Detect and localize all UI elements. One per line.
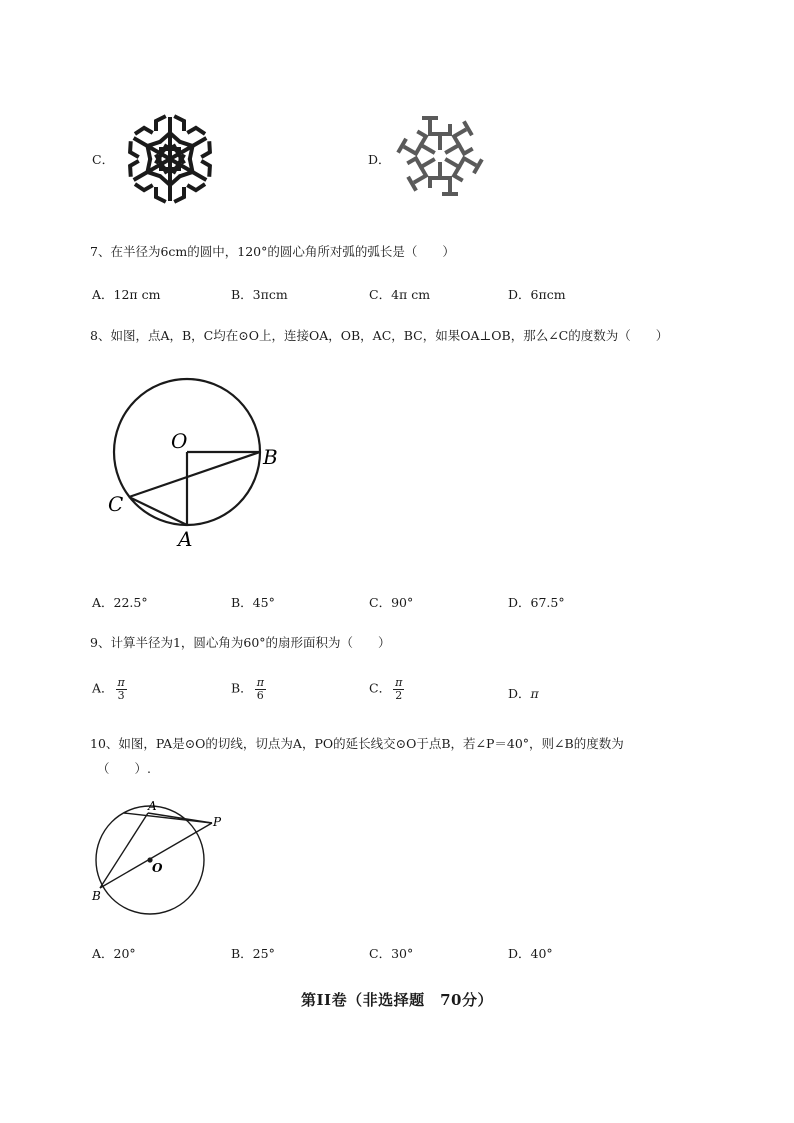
section-title: 第II卷（非选择题 70分） <box>301 991 493 1009</box>
q10-option-a: A．20° <box>92 946 136 961</box>
q8-stem: 8、如图，点A，B，C均在⊙O上，连接OA，OB，AC，BC，如果OA⊥OB，那么∠C的度数为（ ） <box>90 328 669 343</box>
q10-label-o: O <box>152 861 163 875</box>
q10-label-a: A <box>148 799 157 813</box>
q6-option-c-label: C． <box>92 152 115 167</box>
q10-option-b: B．25° <box>231 946 275 961</box>
q8-option-a: A．22.5° <box>92 595 148 610</box>
snowflake-c-image <box>118 112 222 206</box>
q10-option-c: C．30° <box>369 946 414 961</box>
q8-label-c: C <box>108 492 124 516</box>
q10-stem-line2: （ ）. <box>97 761 151 776</box>
snowflake-d-image <box>392 112 488 200</box>
q8-label-b: B <box>263 445 278 469</box>
q7-stem: 7、在半径为6cm的圆中，120°的圆心角所对弧的弧长是（ ） <box>90 244 455 259</box>
q8-label-o: O <box>171 429 188 453</box>
q7-option-c: C．4π cm <box>369 287 431 302</box>
q10-option-d: D．40° <box>508 946 553 961</box>
q10-stem-line1: 10、如图，PA是⊙O的切线，切点为A，PO的延长线交⊙O于点B，若∠P＝40°，则∠B的度数为 <box>90 736 624 751</box>
q7-option-d: D．6πcm <box>508 287 566 302</box>
q8-circle-figure <box>100 376 300 554</box>
q8-segment-ca <box>129 497 187 525</box>
q10-segment-pb <box>100 823 212 888</box>
q6-option-d-label: D． <box>368 152 391 167</box>
q8-option-c: C．90° <box>369 595 414 610</box>
q9-option-a: A． $\frac{\pi}{3}$ <box>92 676 125 702</box>
q10-label-b: B <box>92 889 101 903</box>
q8-label-a: A <box>178 527 193 551</box>
q7-option-b: B．3πcm <box>231 287 288 302</box>
q8-segment-cb <box>129 452 260 497</box>
q9-stem: 9、计算半径为1，圆心角为60°的扇形面积为（ ） <box>90 635 391 650</box>
q9-option-c: C． $\frac{\pi}{2}$ <box>369 676 403 702</box>
q9-option-b: B． $\frac{\pi}{6}$ <box>231 676 264 702</box>
q8-option-d: D．67.5° <box>508 595 565 610</box>
q7-option-a: A．12π cm <box>92 287 161 302</box>
q10-segment-ab <box>100 813 148 888</box>
q10-label-p: P <box>213 815 222 829</box>
q8-option-b: B．45° <box>231 595 275 610</box>
q10-circle-figure <box>86 794 236 918</box>
q9-option-d: D．π <box>508 686 539 701</box>
